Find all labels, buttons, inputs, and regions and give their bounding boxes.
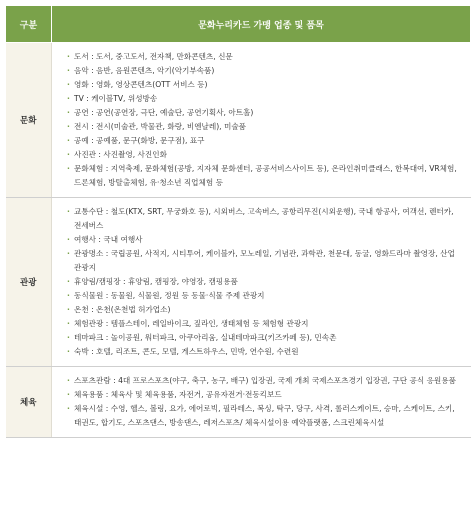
category-cell: 체육 (6, 367, 52, 438)
list-item: · 사진관 : 사진촬영, 사진인화 (67, 148, 462, 162)
list-item: · 공연 : 공연(공연장, 극단, 예술단, 공연기획사, 아트홀) (67, 106, 462, 120)
list-item: · 온천 : 온천(온천법 허가업소) (67, 303, 462, 317)
list-item: · 휴양림/캠핑장 : 휴양림, 캠핑장, 야영장, 캠핑용품 (67, 275, 462, 289)
list-item: · 체험관광 : 템플스테이, 레일바이크, 짚라인, 생태체험 등 체험형 관광지 (67, 317, 462, 331)
list-item: · 테마파크 : 놀이공원, 워터파크, 아쿠아리움, 실내테마파크(키즈카페 등), 민속촌 (67, 331, 462, 345)
table-body (6, 43, 471, 438)
list-item: · 교통수단 : 철도(KTX, SRT, 무궁화호 등), 시외버스, 고속버스, 공항리무진(시외운행), 국내 항공사, 여객선, 렌터카, 전세버스 (67, 205, 462, 233)
item-list (53, 44, 470, 196)
table-header-row (6, 6, 471, 43)
category-cell: 문화 (6, 43, 52, 198)
list-item: · 체육용품 : 체육사 및 체육용품, 자전거, 공유자전거·전동킥보드 (67, 388, 462, 402)
list-item: · 관광명소 : 국립공원, 사적지, 시티투어, 케이블카, 모노레일, 기념관, 과학관, 천문대, 동굴, 영화드라마 촬영장, 산업관광지 (67, 247, 462, 275)
list-item: · 문화체험 : 지역축제, 문화체험(공방, 지자체 문화센터, 공공서비스사이트 등), 온라인취미클래스, 한복대여, VR체험, 드론체험, 방탈출체험, 유·청소년 직업체험 등 (67, 162, 462, 190)
list-item: · 체육시설 : 수영, 헬스, 볼링, 요가, 에어로빅, 필라테스, 복싱, 탁구, 당구, 사격, 롤러스케이트, 승마, 스케이트, 스키, 태권도, 합기도, 스포츠댄스, 방송댄스, 레저스포츠/ 체육시설이용 예약플랫폼, 스크린체육시설 (67, 402, 462, 430)
item-list (53, 368, 470, 436)
table-row (6, 43, 471, 198)
category-cell: 관광 (6, 198, 52, 367)
table-row (6, 198, 471, 367)
list-item: · 여행사 : 국내 여행사 (67, 233, 462, 247)
list-item: · TV : 케이블TV, 위성방송 (67, 92, 462, 106)
list-item: · 전시 : 전시(미술관, 박물관, 화랑, 비엔날레), 미술품 (67, 120, 462, 134)
list-item: · 음악 : 음반, 음원콘텐츠, 악기(악기부속품) (67, 64, 462, 78)
list-item: · 영화 : 영화, 영상콘텐츠(OTT 서비스 등) (67, 78, 462, 92)
category-table (5, 5, 471, 438)
item-list (53, 199, 470, 365)
header-items: 문화누리카드 가맹 업종 및 품목 (52, 6, 471, 43)
items-cell (52, 367, 471, 438)
items-cell (52, 43, 471, 198)
list-item: · 스포츠관람 : 4대 프로스포츠(야구, 축구, 농구, 배구) 입장권, 국제 개최 국제스포츠경기 입장권, 구단 공식 응원용품 (67, 374, 462, 388)
items-cell (52, 198, 471, 367)
header-category: 구분 (6, 6, 52, 43)
list-item: · 동식물원 : 동물원, 식물원, 정원 등 동물·식물 주제 관광지 (67, 289, 462, 303)
list-item: · 숙박 : 호텔, 리조트, 콘도, 모텔, 게스트하우스, 민박, 연수원, 수련원 (67, 345, 462, 359)
list-item: · 공예 : 공예품, 문구(화방, 문구점), 표구 (67, 134, 462, 148)
table-row (6, 367, 471, 438)
list-item: · 도서 : 도서, 중고도서, 전자책, 만화콘텐츠, 신문 (67, 50, 462, 64)
